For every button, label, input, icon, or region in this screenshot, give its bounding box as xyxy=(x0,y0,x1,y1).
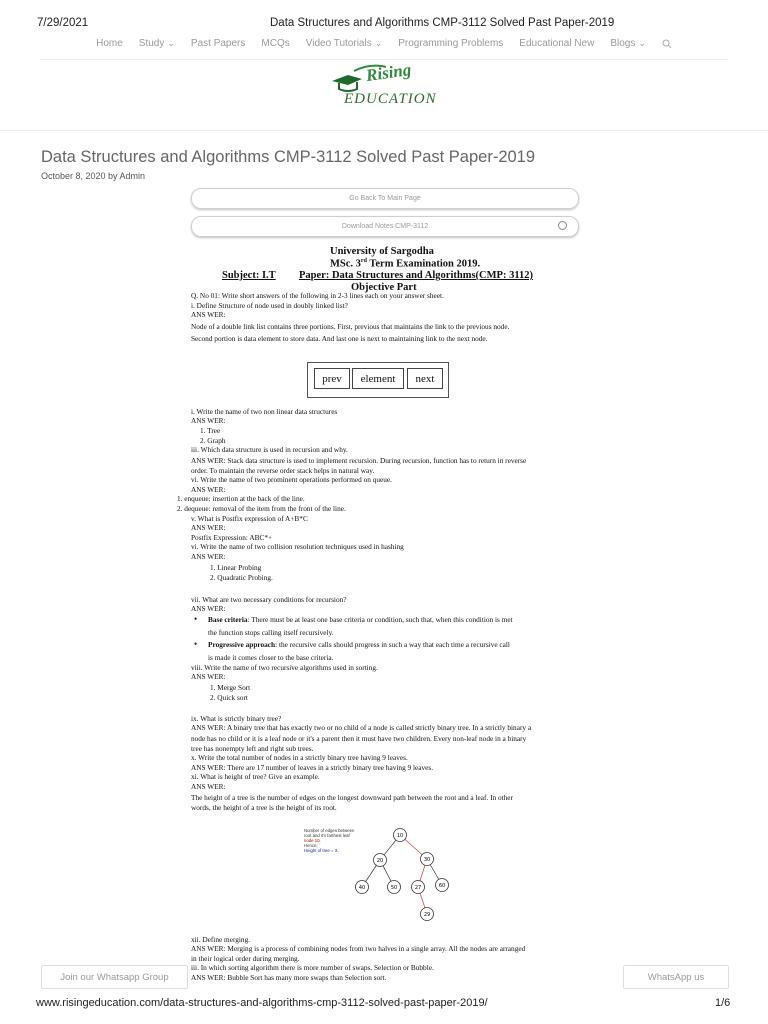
download-notes-label: Download Notes CMP-3112 xyxy=(341,223,429,230)
subject-heading: Subject: I.T xyxy=(222,270,276,281)
tree-node-label: 40 xyxy=(358,884,366,891)
tree-node-label: 60 xyxy=(438,882,446,889)
nav-item-label: MCQs xyxy=(261,38,290,49)
paper-line xyxy=(210,684,250,691)
paper-line-text: viii. Write the name of two recursive algorithms used in sorting. xyxy=(191,663,378,672)
site-logo[interactable] xyxy=(330,59,442,115)
paper-line-text: 2. Quick sort xyxy=(210,693,248,702)
paper-line xyxy=(191,974,386,981)
paper-line-text: ANS WER: xyxy=(191,523,226,532)
paper-line xyxy=(191,302,348,309)
paper-line xyxy=(210,564,261,571)
paper-line xyxy=(191,476,392,483)
paper-line-text: vi. Write the name of two prominent operations performed on queue. xyxy=(191,475,392,484)
tree-node-label: 20 xyxy=(376,857,384,864)
nav-divider xyxy=(40,59,728,60)
node-next-cell: next xyxy=(407,368,443,389)
binary-tree-figure xyxy=(340,825,460,925)
paper-line xyxy=(191,745,313,752)
paper-line-text: order. To maintain the reverse order stack helps in natural way. xyxy=(191,466,375,475)
paper-line xyxy=(191,292,444,299)
nav-item-label: Educational New xyxy=(519,38,595,49)
paper-line xyxy=(191,955,299,962)
paper-line xyxy=(208,629,334,636)
node-prev-cell: prev xyxy=(314,368,350,389)
paper-line-text: the function stops calling itself recursively. xyxy=(208,628,334,637)
paper-line xyxy=(191,936,250,943)
download-icon xyxy=(558,221,567,230)
paper-line xyxy=(191,964,434,971)
chevron-down-icon: ⌄ xyxy=(167,38,175,48)
paper-line-text: ANS WER: xyxy=(191,672,226,681)
tree-node-label: 27 xyxy=(414,884,422,891)
paper-line-text: ANS WER: There are 17 number of leaves in a strictly binary tree having 9 leaves. xyxy=(191,763,434,772)
post-title: Data Structures and Algorithms CMP-3112 Solved Past Paper-2019 xyxy=(41,148,536,166)
paper-line-text: words, the height of a tree is the height of its root. xyxy=(191,803,337,812)
paper-line-text: i. Define Structure of node used in doubly linked list? xyxy=(191,301,348,310)
paper-line-text: Postfix Expression: ABC*+ xyxy=(191,533,273,542)
paper-line xyxy=(208,654,333,661)
paper-line-text: ANS WER: xyxy=(191,552,226,561)
paper-line-text: 1. Linear Probing xyxy=(210,563,262,572)
paper-line xyxy=(194,614,513,624)
nav-item[interactable] xyxy=(390,38,511,49)
join-whatsapp-group-button[interactable]: Join our Whatsapp Group xyxy=(41,965,188,989)
paper-line xyxy=(191,534,272,541)
nav-item[interactable] xyxy=(183,38,253,49)
nav-item[interactable] xyxy=(131,38,183,49)
tree-node-label: 50 xyxy=(390,884,398,891)
paper-line-text: tree has nonempty left and right sub trees. xyxy=(191,744,314,753)
paper-line-text: ANS WER: xyxy=(191,782,226,791)
paper-line xyxy=(191,804,337,811)
nav-item-label: Study xyxy=(138,38,165,49)
paper-line-text: is made it comes closer to the base criteria. xyxy=(208,653,334,662)
nav-item[interactable] xyxy=(88,38,131,49)
paper-line xyxy=(177,495,305,502)
paper-line-text: iii. Which data structure is used in recursion and why. xyxy=(191,445,348,454)
paper-line xyxy=(191,515,308,522)
paper-line xyxy=(191,335,487,342)
paper-line-text: 1. enqueue: insertion at the back of the line. xyxy=(177,494,305,503)
paper-line xyxy=(191,596,346,603)
paper-line xyxy=(191,417,226,424)
logo-rising-text: Rising xyxy=(364,59,413,86)
tree-caption: Number of edges between root and it's farthest leaf node 10. Hence, Height of tree = 3. xyxy=(304,828,355,853)
paper-line xyxy=(191,408,337,415)
paper-line-text: in their logical order during merging. xyxy=(191,954,300,963)
nav-item[interactable] xyxy=(253,38,297,49)
paper-line-text: Base criteria: There must be at least one base criteria or condition, such that, when this condition is met xyxy=(208,615,513,624)
paper-line xyxy=(191,673,226,680)
nav-item[interactable] xyxy=(511,38,602,49)
paper-line-text: xi. What is height of tree? Give an example. xyxy=(191,772,320,781)
bullet-icon: • xyxy=(194,639,198,649)
whatsapp-us-button[interactable]: WhatsApp us xyxy=(623,965,729,989)
post-meta: October 8, 2020 by Admin xyxy=(41,171,146,181)
paper-line-text: ANS WER: xyxy=(191,310,226,319)
paper-line xyxy=(191,457,526,464)
paper-line-text: ANS WER: A binary tree that has exactly two or no child of a node is called strictly binary tree. In a strictly binary a xyxy=(191,723,532,732)
paper-line xyxy=(191,524,226,531)
nav-item[interactable] xyxy=(298,38,391,49)
search-icon[interactable] xyxy=(654,38,680,49)
paper-line xyxy=(191,735,526,742)
paper-line-text: ANS WER: Bubble Sort has many more swaps than Selection sort. xyxy=(191,973,387,982)
print-title: Data Structures and Algorithms CMP-3112 Solved Past Paper-2019 xyxy=(270,17,615,29)
nav-item-label: Past Papers xyxy=(190,38,246,49)
paper-line xyxy=(191,794,513,801)
nav-item-label: Video Tutorials xyxy=(305,38,372,49)
paper-line-text: 2. dequeue: removal of the item from the front of the line. xyxy=(177,504,346,513)
paper-line-text: iii. In which sorting algorithm there is more number of swaps. Selection or Bubble. xyxy=(191,963,434,972)
header-divider xyxy=(0,130,768,131)
nav-item-label: Programming Problems xyxy=(398,38,504,49)
paper-heading: Paper: Data Structures and Algorithms(CMP: 3112) xyxy=(299,270,533,281)
nav-item[interactable] xyxy=(602,38,654,49)
logo-education-text: EDUCATION xyxy=(344,91,437,107)
paper-line xyxy=(191,783,226,790)
tree-node-label: 10 xyxy=(396,832,404,839)
chevron-down-icon: ⌄ xyxy=(638,38,646,48)
paper-line-text: ix. What is strictly binary tree? xyxy=(191,714,282,723)
paper-line-text: 2. Graph xyxy=(200,436,226,445)
paper-line-text: Second portion is data element to store data. And last one is next to maintaining link to the next node. xyxy=(191,334,488,343)
print-page-number: 1/6 xyxy=(715,997,731,1009)
paper-line xyxy=(200,427,220,434)
download-notes-button[interactable] xyxy=(191,216,579,237)
paper-line xyxy=(191,754,408,761)
paper-line-text: vi. Write the name of two collision resolution techniques used in hashing xyxy=(191,542,404,551)
part-heading: Objective Part xyxy=(351,282,417,293)
paper-line xyxy=(191,486,226,493)
paper-line-text: 2. Quadratic Probing. xyxy=(210,573,273,582)
paper-line-text: Node of a double link list contains three portions. First, previous that maintains the link to the previous node. xyxy=(191,322,510,331)
paper-line-text: Progressive approach: the recursive calls should progress in such a way that each time a recursive call xyxy=(208,640,510,649)
exam-heading: MSc. 3rd Term Examination 2019. xyxy=(330,258,481,270)
paper-line xyxy=(200,437,226,444)
paper-line-text: v. What is Postfix expression of A+B*C xyxy=(191,514,308,523)
tree-node-label: 29 xyxy=(423,911,431,918)
node-element-cell: element xyxy=(352,368,404,389)
paper-line xyxy=(191,664,378,671)
paper-line xyxy=(191,311,226,318)
paper-line xyxy=(191,764,433,771)
paper-line-text: 1. Tree xyxy=(200,426,221,435)
paper-line-text: ANS WER: xyxy=(191,416,226,425)
paper-line xyxy=(210,694,248,701)
back-to-main-button[interactable]: Go Back To Main Page xyxy=(191,188,579,209)
paper-line xyxy=(191,773,320,780)
paper-line-text: ANS WER: xyxy=(191,604,226,613)
tree-node-label: 30 xyxy=(423,856,431,863)
print-date: 7/29/2021 xyxy=(37,17,89,29)
nav-item-label: Home xyxy=(96,38,123,49)
paper-line-text: ANS WER: xyxy=(191,485,226,494)
paper-line xyxy=(191,715,281,722)
paper-line-text: xii. Define merging. xyxy=(191,935,251,944)
paper-line-text: i. Write the name of two non linear data structures xyxy=(191,407,338,416)
paper-line-text: ANS WER: Stack data structure is used to implement recursion. During recursion, function has to return in reverse xyxy=(191,456,527,465)
bullet-icon: • xyxy=(194,614,198,624)
paper-line-text: The height of a tree is the number of edges on the longest downward path between the root and a leaf. In other xyxy=(191,793,513,802)
paper-line xyxy=(191,553,226,560)
paper-line-text: vii. What are two necessary conditions for recursion? xyxy=(191,595,347,604)
paper-line xyxy=(191,605,226,612)
paper-line xyxy=(210,574,273,581)
paper-line-text: x. Write the total number of nodes in a strictly binary tree having 9 leaves. xyxy=(191,753,408,762)
paper-line xyxy=(191,467,374,474)
university-heading: University of Sargodha xyxy=(330,246,434,257)
paper-line xyxy=(194,639,510,649)
paper-line xyxy=(191,724,531,731)
main-nav xyxy=(0,38,768,49)
paper-line-text: 1. Merge Sort xyxy=(210,683,251,692)
paper-line xyxy=(191,446,348,453)
paper-line xyxy=(191,323,509,330)
chevron-down-icon: ⌄ xyxy=(374,38,383,48)
paper-line-text: node has no child or it is a leaf node or it's a parent then it must have two children. Every non-leaf node in a binary xyxy=(191,734,527,743)
print-url: www.risingeducation.com/data-structures-and-algorithms-cmp-3112-solved-past-paper-2019/ xyxy=(36,997,488,1009)
paper-line xyxy=(177,505,346,512)
paper-line-text: ANS WER: Merging is a process of combining nodes from two halves in a single array. All the nodes are arranged xyxy=(191,944,526,953)
paper-line xyxy=(191,543,404,550)
paper-line xyxy=(191,945,525,952)
nav-item-label: Blogs xyxy=(610,38,636,49)
paper-line-text: Q. No 01: Write short answers of the following in 2-3 lines each on your answer sheet. xyxy=(191,291,444,300)
